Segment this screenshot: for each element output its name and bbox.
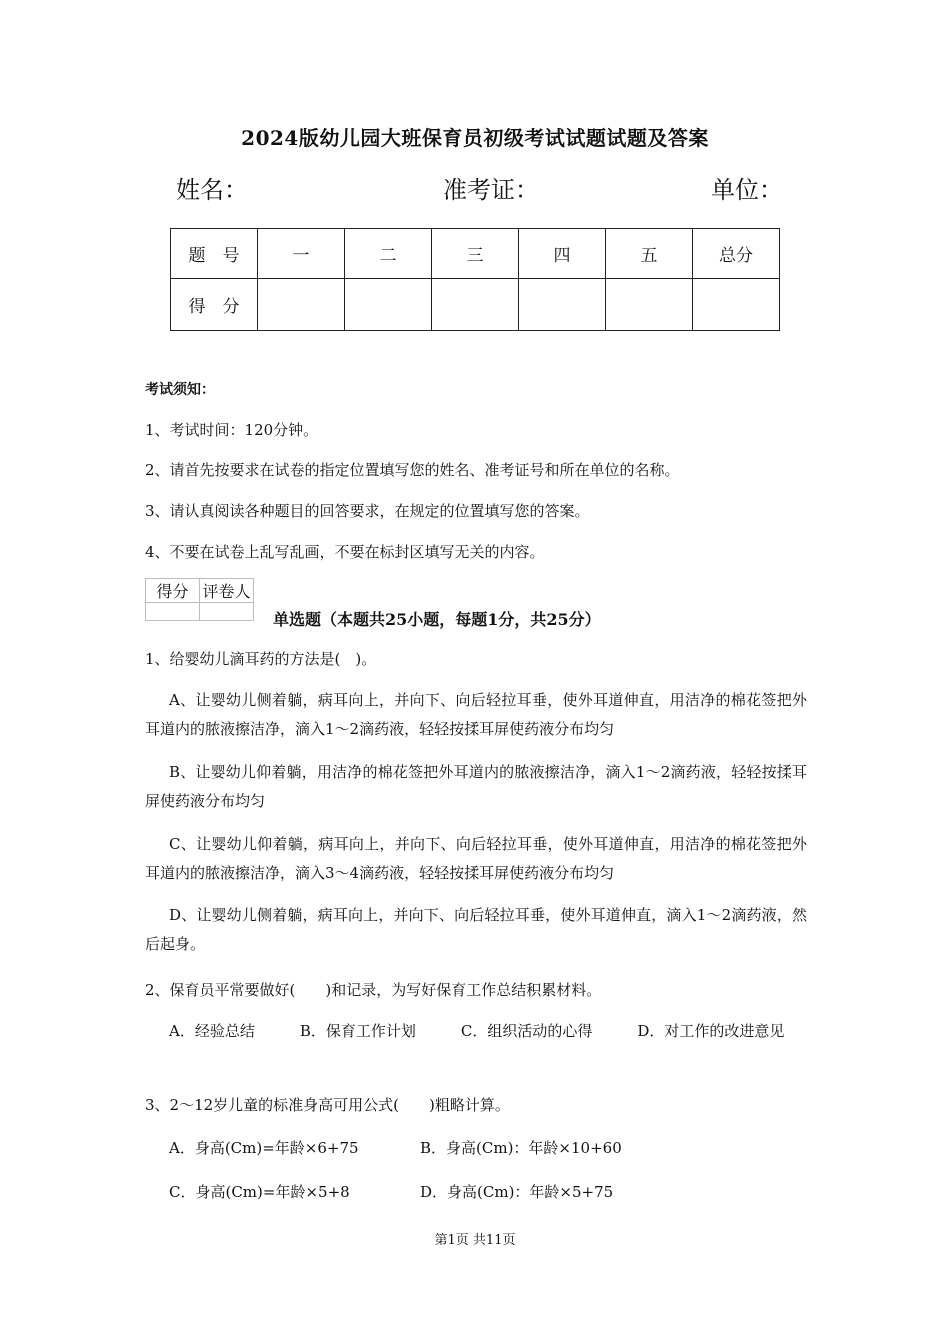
score-table (170, 228, 780, 331)
question-3-option-c: C．身高(Cm)=年龄×5+8 (169, 1183, 350, 1201)
question-1-option-b: B、让婴幼儿仰着躺，用洁净的棉花签把外耳道内的脓液擦洁净，滴入1～2滴药液，轻轻按揉耳屏使药液分布均匀 (145, 763, 807, 810)
page-footer: 第1页 共11页 (434, 1233, 516, 1248)
score-cell (606, 279, 693, 331)
question-2-options: A．经验总结 B．保育工作计划 C．组织活动的心得 D．对工作的改进意见 (169, 1022, 785, 1040)
grader-score-label: 得分 (146, 579, 200, 603)
score-cell (345, 279, 432, 331)
notice-item: 1、考试时间：120分钟。 (145, 421, 319, 439)
score-table-header-row (171, 229, 780, 279)
score-header-cell: 总分 (693, 229, 780, 279)
question-1-option-c: C、让婴幼儿仰着躺，病耳向上，并向下、向后轻拉耳垂，使外耳道伸直，用洁净的棉花签把外耳道内的脓液擦洁净，滴入3～4滴药液，轻轻按揉耳屏使药液分布均匀 (145, 835, 807, 882)
score-header-cell: 一 (258, 229, 345, 279)
question-2-stem: 2、保育员平常要做好( )和记录，为写好保育工作总结积累材料。 (145, 981, 602, 999)
page-title: 2024版幼儿园大班保育员初级考试试题试题及答案 (241, 126, 709, 150)
notice-item: 4、不要在试卷上乱写乱画，不要在标封区填写无关的内容。 (145, 543, 545, 561)
question-3-option-b: B．身高(Cm)：年龄×10+60 (420, 1139, 622, 1157)
unit-label: 单位： (711, 176, 783, 204)
grader-box (145, 578, 254, 621)
question-1-option-a: A、让婴幼儿侧着躺，病耳向上，并向下、向后轻拉耳垂，使外耳道伸直，用洁净的棉花签把外耳道内的脓液擦洁净，滴入1～2滴药液，轻轻按揉耳屏使药液分布均匀 (145, 691, 807, 738)
notice-title: 考试须知： (145, 382, 215, 398)
question-3-stem: 3、2～12岁儿童的标准身高可用公式( )粗略计算。 (145, 1096, 510, 1114)
score-header-cell: 三 (432, 229, 519, 279)
section-title: 单选题（本题共25小题，每题1分，共25分） (273, 610, 601, 629)
score-header-cell: 二 (345, 229, 432, 279)
score-cell (519, 279, 606, 331)
grader-score-cell (146, 603, 200, 621)
grader-reviewer-cell (200, 603, 254, 621)
score-row-label: 得 分 (171, 279, 258, 331)
question-1-option-d: D、让婴幼儿侧着躺，病耳向上，并向下、向后轻拉耳垂，使外耳道伸直，滴入1～2滴药液，然后起身。 (145, 906, 807, 953)
name-label: 姓名： (176, 176, 248, 204)
score-cell (258, 279, 345, 331)
ticket-label: 准考证： (443, 176, 539, 204)
score-cell (693, 279, 780, 331)
grader-reviewer-label: 评卷人 (200, 579, 254, 603)
notice-item: 2、请首先按要求在试卷的指定位置填写您的姓名、准考证号和所在单位的名称。 (145, 461, 680, 479)
score-table-score-row (171, 279, 780, 331)
score-header-cell: 题 号 (171, 229, 258, 279)
question-3-option-a: A．身高(Cm)=年龄×6+75 (169, 1139, 359, 1157)
score-header-cell: 五 (606, 229, 693, 279)
score-cell (432, 279, 519, 331)
question-1-stem: 1、给婴幼儿滴耳药的方法是( )。 (145, 650, 377, 668)
notice-item: 3、请认真阅读各种题目的回答要求，在规定的位置填写您的答案。 (145, 502, 590, 520)
question-3-option-d: D．身高(Cm)：年龄×5+75 (420, 1183, 614, 1201)
score-header-cell: 四 (519, 229, 606, 279)
